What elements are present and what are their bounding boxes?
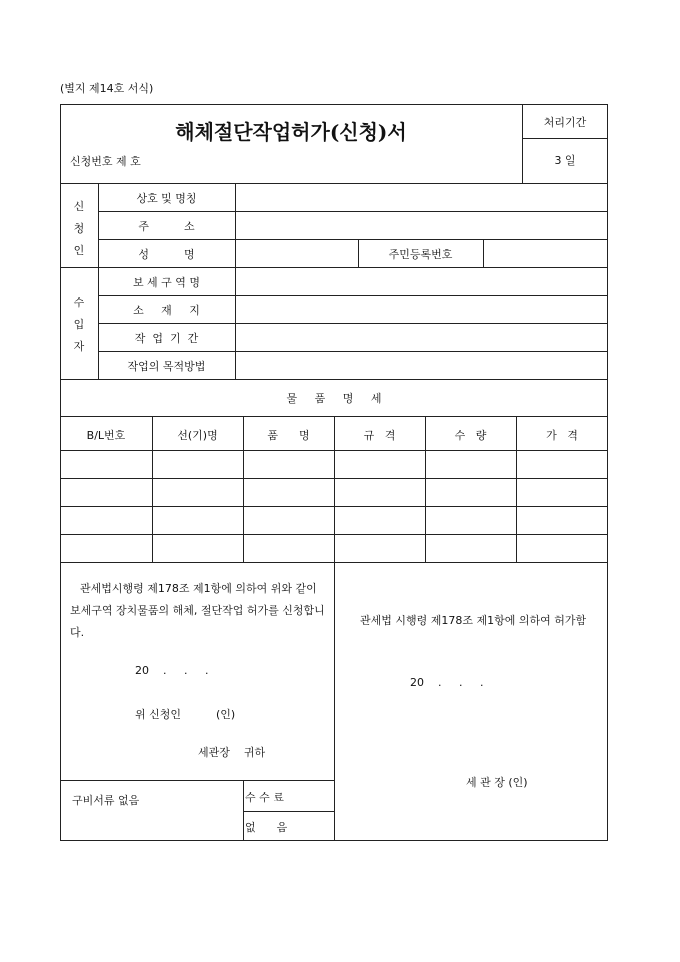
importer-group-label: 수 입 자 [73, 296, 85, 353]
form-title: 해체절단작업허가(신청)서 [175, 120, 407, 144]
application-number: 신청번호 제 호 [70, 155, 141, 168]
applicant-group-label: 신 청 인 [73, 200, 85, 257]
bonded-area-label: 보 세 구 역 명 [132, 276, 201, 289]
purpose-label: 작업의 목적방법 [127, 360, 206, 373]
approval-text: 관세법 시행령 제178조 제1항에 의하여 허가함 [360, 614, 587, 627]
col-quantity: 수 량 [454, 429, 487, 442]
col-item-name: 품 명 [267, 429, 310, 442]
goods-title: 물 품 명 세 [286, 392, 382, 405]
location-label: 소 재 지 [133, 304, 200, 317]
col-vessel-name: 선(기)명 [177, 429, 218, 442]
form-number: (별지 제14호 서식) [60, 82, 154, 95]
work-period-label: 작 업 기 간 [134, 332, 199, 345]
addressee: 세관장 귀하 [198, 746, 266, 759]
fee-value: 없 음 [245, 821, 288, 834]
name-label: 성 명 [138, 248, 195, 261]
col-price: 가 격 [546, 429, 578, 442]
fee-label: 수 수 료 [245, 791, 284, 804]
resident-number-label: 주민등록번호 [388, 248, 453, 261]
trade-name-label: 상호 및 명칭 [136, 192, 197, 205]
col-spec: 규 격 [363, 429, 396, 442]
processing-period-value: 3 일 [554, 154, 576, 167]
required-documents: 구비서류 없음 [72, 794, 140, 807]
approver-signature: 세 관 장 (인) [466, 776, 528, 789]
application-date: 20 . . . [135, 664, 209, 677]
application-text: 관세법시행령 제178조 제1항에 의하여 위와 같이 보세구역 장치물품의 해체, 절단작업 허가를 신청합니다. [70, 582, 325, 639]
approval-date: 20 . . . [410, 676, 484, 689]
col-bl-number: B/L번호 [86, 429, 126, 442]
address-label: 주 소 [138, 220, 195, 233]
processing-period-label: 처리기간 [543, 116, 587, 129]
applicant-signature: 위 신청인 (인) [135, 708, 236, 721]
